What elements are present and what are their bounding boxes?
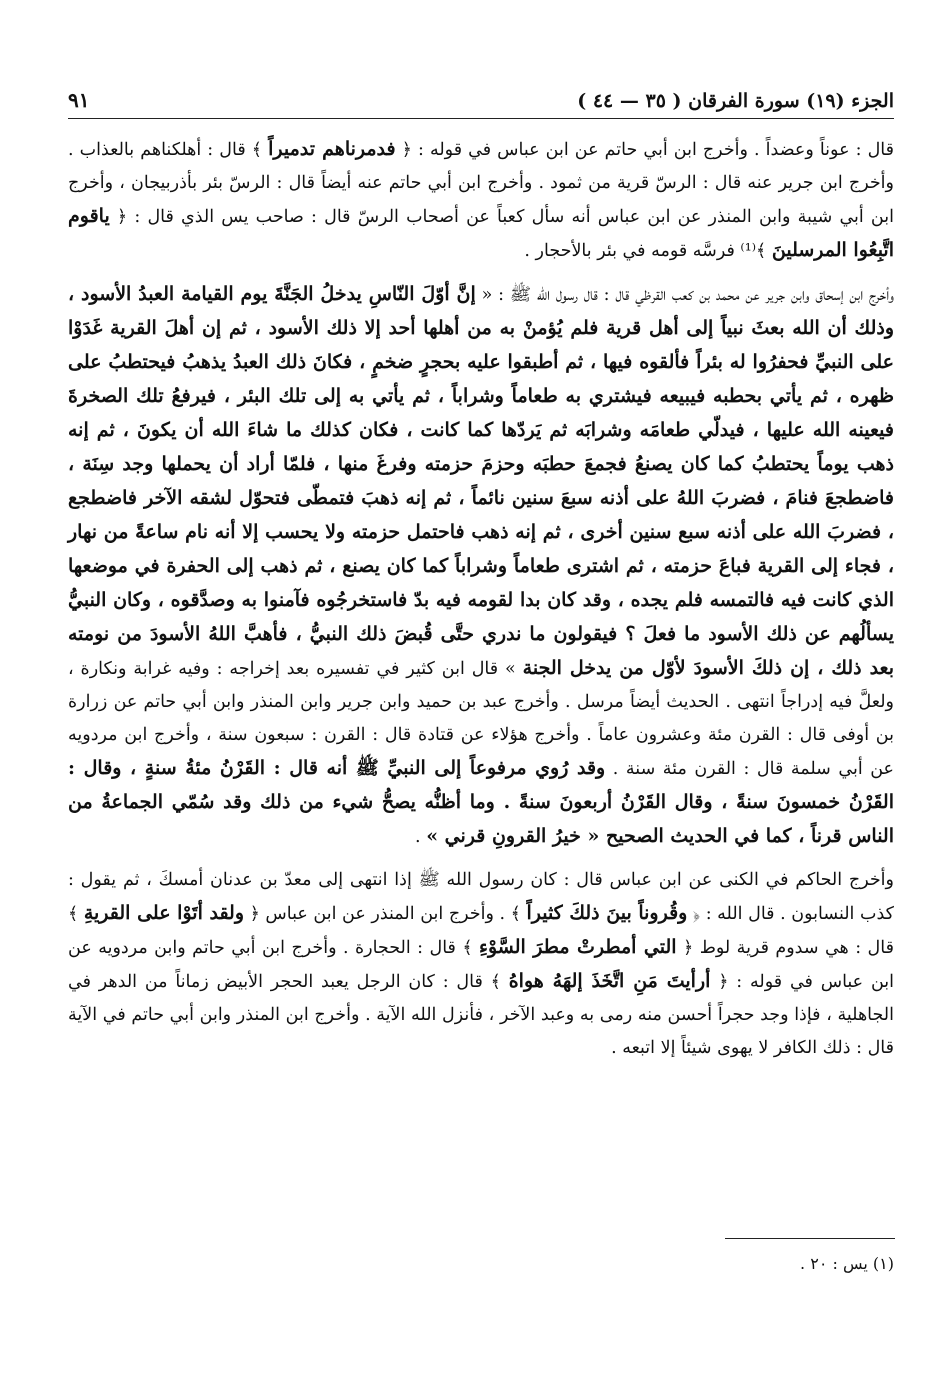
main-text [68, 133, 894, 1065]
quoted-text: وقد رُوي مرفوعاً إلى النبيِّ ﷺ أنه قال : القَرْنُ مئةُ سنةٍ ، وقال : القَرْنُ خمسونَ سنةً ، وقال القَرْنُ أربعونَ سنةً . وما أظنُّه يصحُّ شيء من ذلك وقد سُمّي الجماعةُ من الناس قرناً ، كما في الحديث الصحيح « خيرُ القرونِ قرني » [68, 757, 894, 847]
text-segment: وأخرج الحاكم في الكنى عن ابن عباس قال : كان رسول الله ﷺ إذا انتهى إلى معدّ بن عدنان أمسكَ ، ثم يقول : كذب النسابون . قال الله : ﴿ [68, 870, 894, 924]
text-segment: ﴾ قال : كان الرجل يعبد الحجر الأبيض زماناً من الدهر في الجاهلية ، فإذا وجد حجراً أحسن منه رمى به وعبد الآخر ، فأنزل الله الآية . وأخرج ابن المنذر وابن أبي حاتم في الآية قال : ذلك الكافر لا يهوى شيئاً إلا اتبعه . [68, 972, 894, 1058]
paragraph [68, 864, 894, 1065]
quoted-text: إنَّ أوّلَ النّاسِ يدخلُ الجَنَّةَ يوم القيامة العبدُ الأسود ، وذلك أن الله بعثَ نبياً إلى أهل قرية فلم يُؤمنْ به من أهلها أحد إلا ذلك الأسود ، ثم إن أهلَ القرية غَدَوْا على النبيِّ فحفرُوا له بئراً فألقوه فيها ، ثم أطبقوا عليه بحجرٍ ضخمٍ ، فكانَ ذلك العبدُ يذهبُ فيحتطبُ على ظهره ، ثم يأتي بحطبه فيبيعه فيشتري به طعاماً وشراباً ، ثم يأتي به إلى تلك البئر ، فيرفعُ تلك الصخرةَ فيعينه الله عليها ، فيدلّي طعامَه وشرابَه ثم يَردّها كما كانت ، فكان كذلك ما شاءَ الله أن يكونَ ، ثم إنه ذهب يوماً يحتطبُ كما كان يصنعُ فجمعَ حطبَه وحزمَ حزمته وفرغَ منها ، فلمّا أراد أن يحملها وجد سِنَة ، فاضطجعَ فنامَ ، فضربَ اللهُ على أذنه سبعَ سنين نائماً ، ثم إنه ذهبَ فتمطّى فتحوّل لشقه الآخر فاضطجع ، فضربَ الله على أذنه سبع سنين أخرى ، ثم إنه ذهب فاحتمل حزمته ولا يحسب إلا أنه نام ساعةً من نهار ، فجاء إلى القرية فباعَ حزمته ، ثم اشترى طعاماً وشراباً كما كان يصنع ، ثم ذهب إلى الحفرة في موضعها الذي كانت فيه فالتمسه فلم يجده ، وقد كان بدا لقومه فيه بدّ فاستخرجُوه فآمنوا به وصدَّقوه ، وكان النبيُّ يسألُهم عن ذلك الأسود ما فعلَ ؟ فيقولون ما ندري حتَّى قُبضَ ذلك النبيُّ ، فأهبَّ اللهُ الأسودَ من نومته بعد ذلك ، إن ذلكَ الأسودَ لأوّل من يدخل الجنة [68, 283, 894, 679]
footnote-separator [725, 1238, 895, 1239]
paragraph [68, 278, 894, 854]
text-segment: ﴾ قال : الحجارة . وأخرج ابن أبي حاتم وابن مردويه عن ابن عباس في قوله : ﴿ [68, 938, 894, 992]
quoted-text: ولقد أتَوْا على القريةِ [83, 902, 245, 924]
text-segment: ﴾ قال : هي سدوم قرية لوط ﴿ [68, 904, 894, 958]
quoted-text: فدمرناهم تدميراً [268, 138, 396, 160]
text-segment: قال : عوناً وعضداً . وأخرج ابن أبي حاتم عن ابن عباس في قوله : ﴿ [395, 140, 894, 160]
header-title: الجزء (١٩) سورة الفرقان ( ٣٥ — ٤٤ ) [577, 90, 894, 112]
running-header [68, 88, 894, 119]
quoted-text: ياقوم اتَّبِعُوا المرسلينَ [68, 205, 894, 261]
quoted-text: التي أمطرتْ مطرَ السَّوْءِ [479, 936, 677, 958]
text-segment: ﴾ قال : أهلكناهم بالعذاب . وأخرج ابن جرير عنه قال : الرسّ قرية من ثمود . وأخرج ابن أبي حاتم عنه أيضاً قال : الرسّ بئر بأذربيجان ، وأخرج ابن أبي شيبة وابن المنذر عن ابن عباس أنه سأل كعباً عن أصحاب الرسّ قال : صاحب يس الذي قال : ﴿ [68, 140, 894, 227]
paragraph [68, 133, 894, 268]
quoted-text: وقُروناً بينَ ذلكَ كثيراً [526, 902, 688, 924]
page-number: ٩١ [68, 88, 90, 112]
text-segment: ﴾ . وأخرج ابن المنذر عن ابن عباس ﴿ [244, 904, 527, 924]
text-segment: وأخرج ابن إسحاق وابن جرير عن محمد بن كعب القرظي قال : قال رسول الله ﷺ : « [475, 285, 894, 305]
footnote: (١) يس : ٢٠ . [800, 1254, 894, 1273]
document-page [68, 88, 894, 1075]
text-segment: ﴾⁽¹⁾ فرسَّه قومه في بئر بالأحجار . [524, 241, 772, 261]
quoted-text: أرأيتَ مَنِ اتَّخَذَ إلهَهُ هواهُ [508, 970, 711, 992]
text-segment: . [415, 827, 427, 847]
text-segment: » قال ابن كثير في تفسيره بعد إخراجه : وفيه غرابة ونكارة ، ولعلَّ فيه إدراجاً انتهى . الحديث أيضاً مرسل . وأخرج عبد بن حميد وابن جرير وابن المنذر وابن أبي حاتم عن زرارة بن أوفى قال : القرن مئة وعشرون عاماً . وأخرج هؤلاء عن قتادة قال : القرن : سبعون سنة ، وأخرج ابن مردويه عن أبي سلمة قال : القرن مئة سنة . [68, 659, 894, 779]
